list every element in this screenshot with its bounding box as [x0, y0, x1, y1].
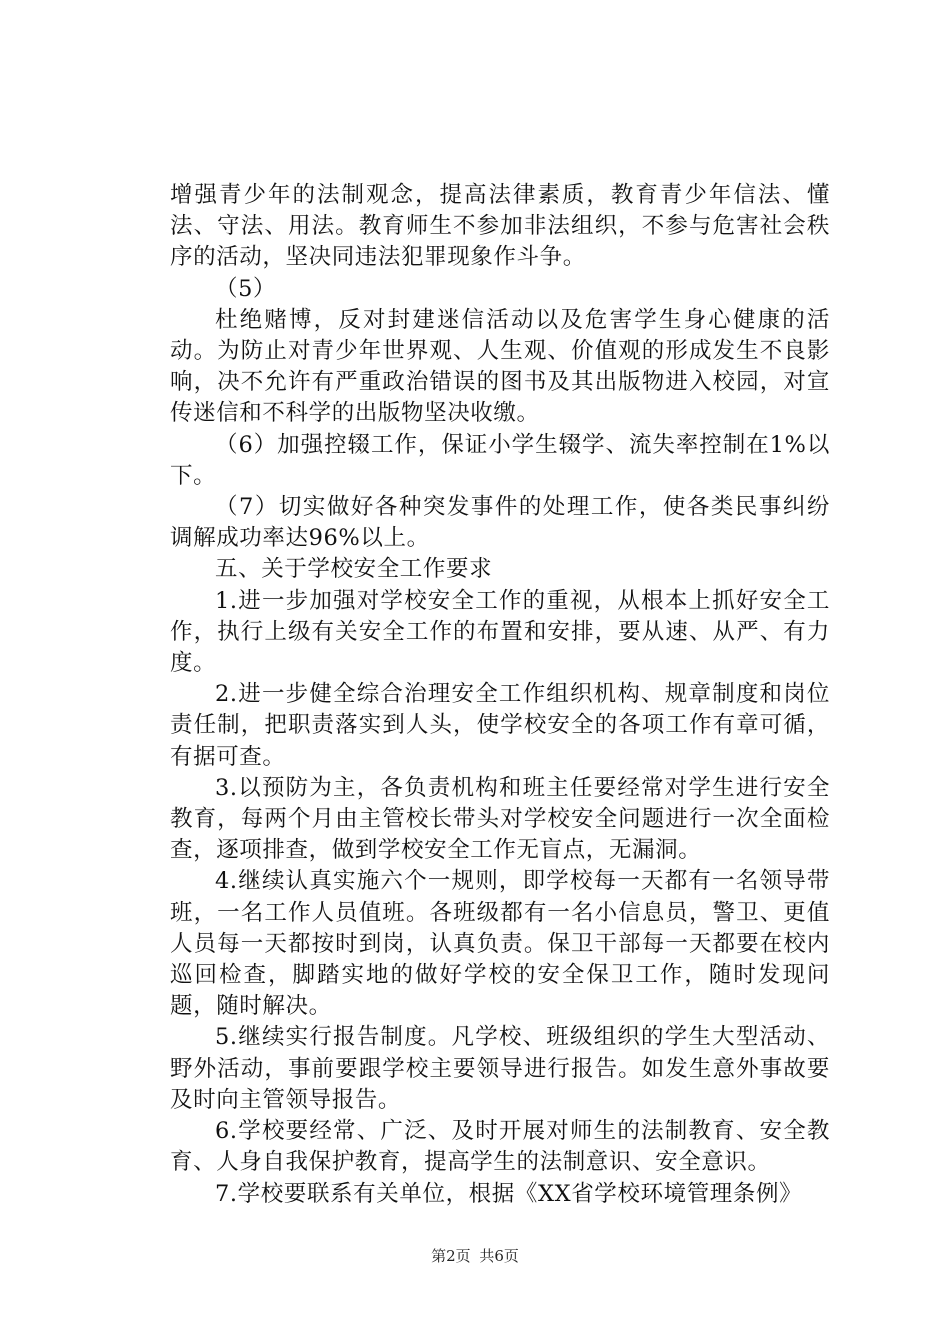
paragraph: 增强青少年的法制观念，提高法律素质，教育青少年信法、懂法、守法、用法。教育师生不参加非法组织，不参与危害社会秩序的活动，坚决同违法犯罪现象作斗争。 [170, 182, 830, 271]
paragraph: 2.进一步健全综合治理安全工作组织机构、规章制度和岗位责任制，把职责落实到人头，使学校安全的各项工作有章可循，有据可查。 [170, 681, 830, 770]
page-number: 第2页 [431, 1247, 471, 1265]
paragraph: 3.以预防为主，各负责机构和班主任要经常对学生进行安全教育，每两个月由主管校长带头对学校安全问题进行一次全面检查，逐项排查，做到学校安全工作无盲点，无漏洞。 [170, 774, 830, 864]
paragraph: （5） [215, 275, 277, 302]
document-body [170, 180, 830, 1210]
paragraph: 4.继续认真实施六个一规则，即学校每一天都有一名领导带班，一名工作人员值班。各班级都有一名小信息员，警卫、更值人员每一天都按时到岗，认真负责。保卫干部每一天都要在校内巡回检查，脚踏实地的做好学校的安全保卫工作，随时发现问题，随时解决。 [170, 868, 830, 1020]
page-footer [0, 1245, 950, 1266]
paragraph: 1.进一步加强对学校安全工作的重视，从根本上抓好安全工作，执行上级有关安全工作的布置和安排，要从速、从严、有力度。 [170, 587, 830, 677]
section-heading: 五、关于学校安全工作要求 [215, 556, 493, 583]
page-total: 共6页 [479, 1247, 519, 1265]
paragraph: 杜绝赌博，反对封建迷信活动以及危害学生身心健康的活动。为防止对青少年世界观、人生观、价值观的形成发生不良影响，决不允许有严重政治错误的图书及其出版物进入校园，对宣传迷信和不科学的出版物坚决收缴。 [170, 306, 830, 427]
paragraph: 6.学校要经常、广泛、及时开展对师生的法制教育、安全教育、人身自我保护教育，提高学生的法制意识、安全意识。 [170, 1118, 830, 1176]
paragraph: 5.继续实行报告制度。凡学校、班级组织的学生大型活动、野外活动，事前要跟学校主要领导进行报告。如发生意外事故要及时向主管领导报告。 [170, 1024, 830, 1113]
paragraph: 7.学校要联系有关单位，根据《XX省学校环境管理条例》 [215, 1180, 803, 1207]
paragraph: （6）加强控辍工作，保证小学生辍学、流失率控制在1%以下。 [170, 431, 830, 489]
paragraph: （7）切实做好各种突发事件的处理工作，使各类民事纠纷调解成功率达96%以上。 [170, 494, 830, 552]
